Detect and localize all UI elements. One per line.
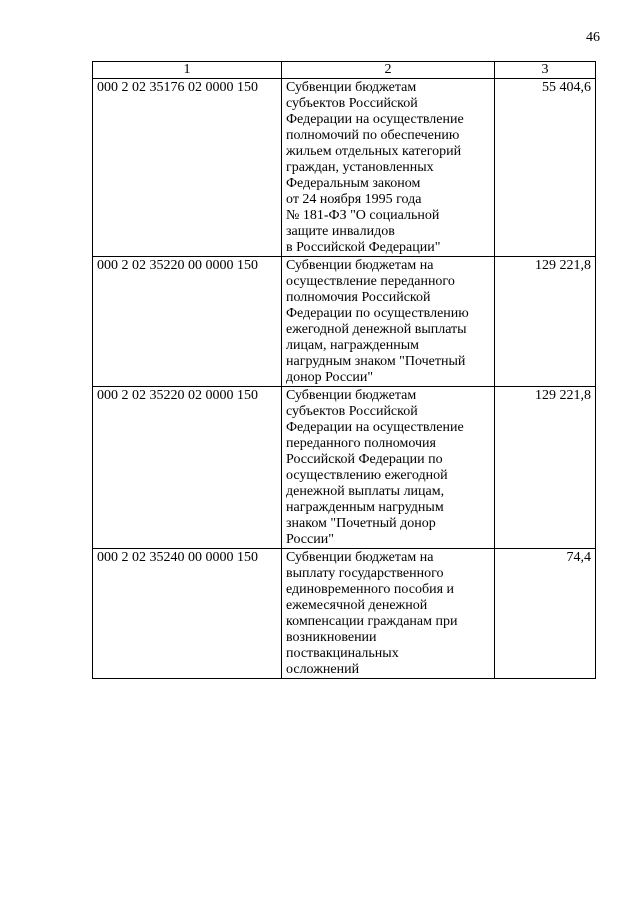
description-line: компенсации гражданам при xyxy=(286,614,458,629)
table-body xyxy=(93,79,596,679)
description-line: Федеральным законом xyxy=(286,176,421,191)
description-line: Федерации на осуществление xyxy=(286,112,464,127)
page-number: 46 xyxy=(586,30,600,45)
description-line: знаком "Почетный донор xyxy=(286,516,436,531)
description-line: поствакцинальных xyxy=(286,646,399,661)
table-row xyxy=(93,387,596,549)
description-line: России" xyxy=(286,532,334,547)
description-line: субъектов Российской xyxy=(286,96,418,111)
description-line: защите инвалидов xyxy=(286,224,395,239)
budget-code-cell: 000 2 02 35176 02 0000 150 xyxy=(93,79,282,257)
description-line: лицам, награжденным xyxy=(286,338,419,353)
description-line: ежемесячной денежной xyxy=(286,598,428,613)
description-line: выплату государственного xyxy=(286,566,444,581)
description-line: осуществление переданного xyxy=(286,274,455,289)
description-line: Субвенции бюджетам на xyxy=(286,550,434,565)
description-line: Федерации по осуществлению xyxy=(286,306,469,321)
description-line: денежной выплаты лицам, xyxy=(286,484,445,499)
description-line: нагрудным знаком "Почетный xyxy=(286,354,466,369)
description-line: переданного полномочия xyxy=(286,436,436,451)
description-cell xyxy=(282,387,495,549)
table-row xyxy=(93,549,596,679)
description-line: осуществлению ежегодной xyxy=(286,468,448,483)
amount-cell: 74,4 xyxy=(495,549,596,679)
description-line: № 181-ФЗ "О социальной xyxy=(286,208,440,223)
table-header-row xyxy=(93,62,596,79)
budget-table xyxy=(92,61,596,679)
column-header-2: 2 xyxy=(282,62,495,79)
amount-cell: 129 221,8 xyxy=(495,387,596,549)
description-line: Федерации на осуществление xyxy=(286,420,464,435)
table-row xyxy=(93,257,596,387)
amount-cell: 55 404,6 xyxy=(495,79,596,257)
description-line: ежегодной денежной выплаты xyxy=(286,322,467,337)
description-line: в Российской Федерации" xyxy=(286,240,441,255)
budget-code-cell: 000 2 02 35220 02 0000 150 xyxy=(93,387,282,549)
description-cell xyxy=(282,257,495,387)
description-line: награжденным нагрудным xyxy=(286,500,444,515)
description-cell xyxy=(282,549,495,679)
column-header-3: 3 xyxy=(495,62,596,79)
description-line: Субвенции бюджетам на xyxy=(286,258,434,273)
description-line: осложнений xyxy=(286,662,360,677)
budget-code-cell: 000 2 02 35240 00 0000 150 xyxy=(93,549,282,679)
description-line: жильем отдельных категорий xyxy=(286,144,462,159)
description-cell xyxy=(282,79,495,257)
budget-code-cell: 000 2 02 35220 00 0000 150 xyxy=(93,257,282,387)
description-line: Российской Федерации по xyxy=(286,452,443,467)
amount-cell: 129 221,8 xyxy=(495,257,596,387)
description-line: единовременного пособия и xyxy=(286,582,455,597)
description-line: возникновении xyxy=(286,630,377,645)
table-row xyxy=(93,79,596,257)
description-line: полномочия Российской xyxy=(286,290,431,305)
description-line: полномочий по обеспечению xyxy=(286,128,460,143)
column-header-1: 1 xyxy=(93,62,282,79)
description-line: Субвенции бюджетам xyxy=(286,80,417,95)
description-line: граждан, установленных xyxy=(286,160,434,175)
description-line: донор России" xyxy=(286,370,374,385)
description-line: от 24 ноября 1995 года xyxy=(286,192,422,207)
description-line: субъектов Российской xyxy=(286,404,418,419)
description-line: Субвенции бюджетам xyxy=(286,388,417,403)
